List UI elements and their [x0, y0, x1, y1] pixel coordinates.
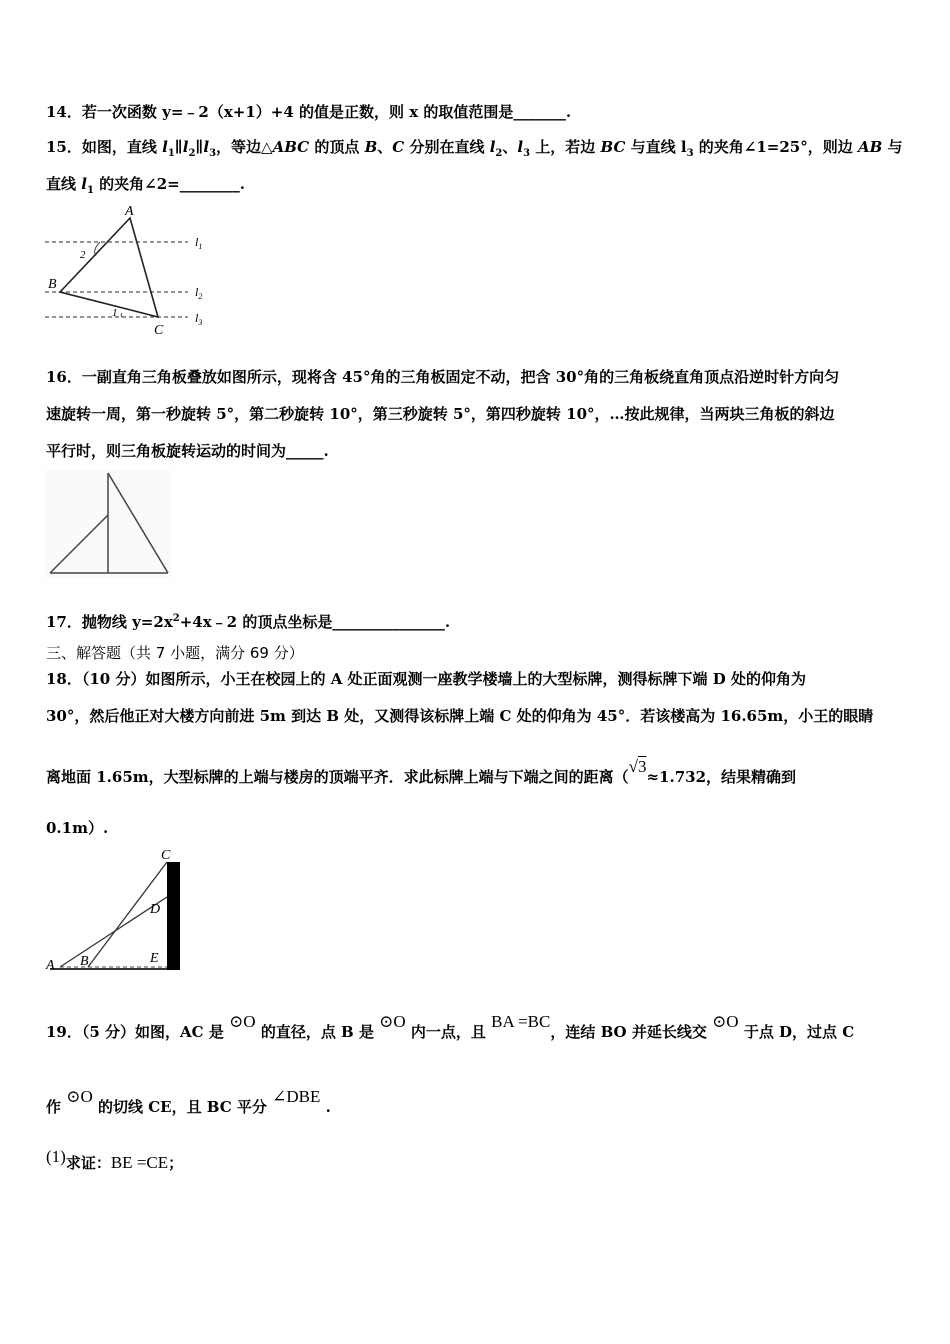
question-18-line3: 离地面 1.65m，大型标牌的上端与楼房的顶端平齐．求此标牌上端与下端之间的距离（√3≈1.732，结果精确到: [46, 757, 797, 786]
angle-dbe: ∠DBE: [272, 1087, 321, 1106]
question-19-line2: 作 ⊙O 的切线 CE，且 BC 平分 ∠DBE .: [46, 1087, 331, 1116]
question-19-part1: (1)求证：BE =CE；: [46, 1147, 184, 1172]
question-17: 17．抛物线 $y=2x^2+4x﹣2$ 的顶点坐标是_______________.: [46, 613, 451, 631]
sqrt-symbol: √: [628, 757, 638, 776]
label-l3: $l_3$: [195, 311, 203, 327]
label-l2: $l_2$: [195, 285, 203, 301]
label-C: C: [154, 323, 164, 338]
question-18-line2: 30°，然后他正对大楼方向前进 5m 到达 B 处，又测得该标牌上端 C 处的仰角为 45°．若该楼高为 16.65m，小王的眼睛: [46, 707, 874, 725]
question-15-line2: 直线 $l_1$ 的夹角∠2=________.: [46, 175, 245, 196]
label-angle-2: 2: [80, 249, 86, 261]
label-A: A: [125, 204, 134, 219]
circle-o-symbol: ⊙O: [712, 1012, 739, 1031]
section-3-title: 三、解答题（共 7 小题，满分 69 分）: [46, 644, 304, 662]
question-14: 14．若一次函数 y=﹣2（x+1）+4 的值是正数，则 x 的取值范围是_______.: [46, 103, 572, 121]
label-B: B: [48, 277, 57, 292]
question-19-line1: 19．（5 分）如图，AC 是 ⊙O 的直径，点 B 是 ⊙O 内一点，且 BA =BC，连结 BO 并延长线交 ⊙O 于点 D，过点 C: [46, 1012, 855, 1041]
figure-15-triangle: [40, 200, 220, 340]
label-B: B: [80, 954, 89, 969]
question-15-line1: 15．如图，直线 $l_1\parallel l_2\parallel l_3$，等边△ABC 的顶点 B、C 分别在直线 $l_2$、$l_3$ 上，若边 BC 与直线 $l_3$ 的夹角∠1=25°，则边 AB 与: [46, 138, 903, 159]
circle-o-symbol: ⊙O: [379, 1012, 406, 1031]
label-D: D: [150, 902, 161, 917]
question-16-line3: 平行时，则三角板旋转运动的时间为_____.: [46, 442, 329, 460]
circle-o-symbol: ⊙O: [66, 1087, 93, 1106]
label-E: E: [150, 951, 159, 966]
question-18-line1: 18．（10 分）如图所示，小王在校园上的 A 处正面观测一座教学楼墙上的大型标牌，测得标牌下端 D 处的仰角为: [46, 670, 807, 688]
label-l1: $l_1$: [195, 235, 203, 251]
label-A: A: [46, 958, 55, 973]
question-18-line4: 0.1m）.: [46, 819, 109, 837]
equation-ba-bc: BA =BC: [491, 1012, 551, 1031]
label-C: C: [161, 848, 171, 863]
question-16-line2: 速旋转一周，第一秒旋转 5°，第二秒旋转 10°，第三秒旋转 5°，第四秒旋转 10°，…按此规律，当两块三角板的斜边: [46, 405, 835, 423]
figure-16-set-squares: [44, 470, 174, 580]
figure-18-building: [40, 845, 200, 980]
circle-o-symbol: ⊙O: [229, 1012, 256, 1031]
question-16-line1: 16．一副直角三角板叠放如图所示，现将含 45°角的三角板固定不动，把含 30°角的三角板绕直角顶点沿逆时针方向匀: [46, 368, 840, 386]
label-angle-1: 1: [112, 307, 118, 319]
